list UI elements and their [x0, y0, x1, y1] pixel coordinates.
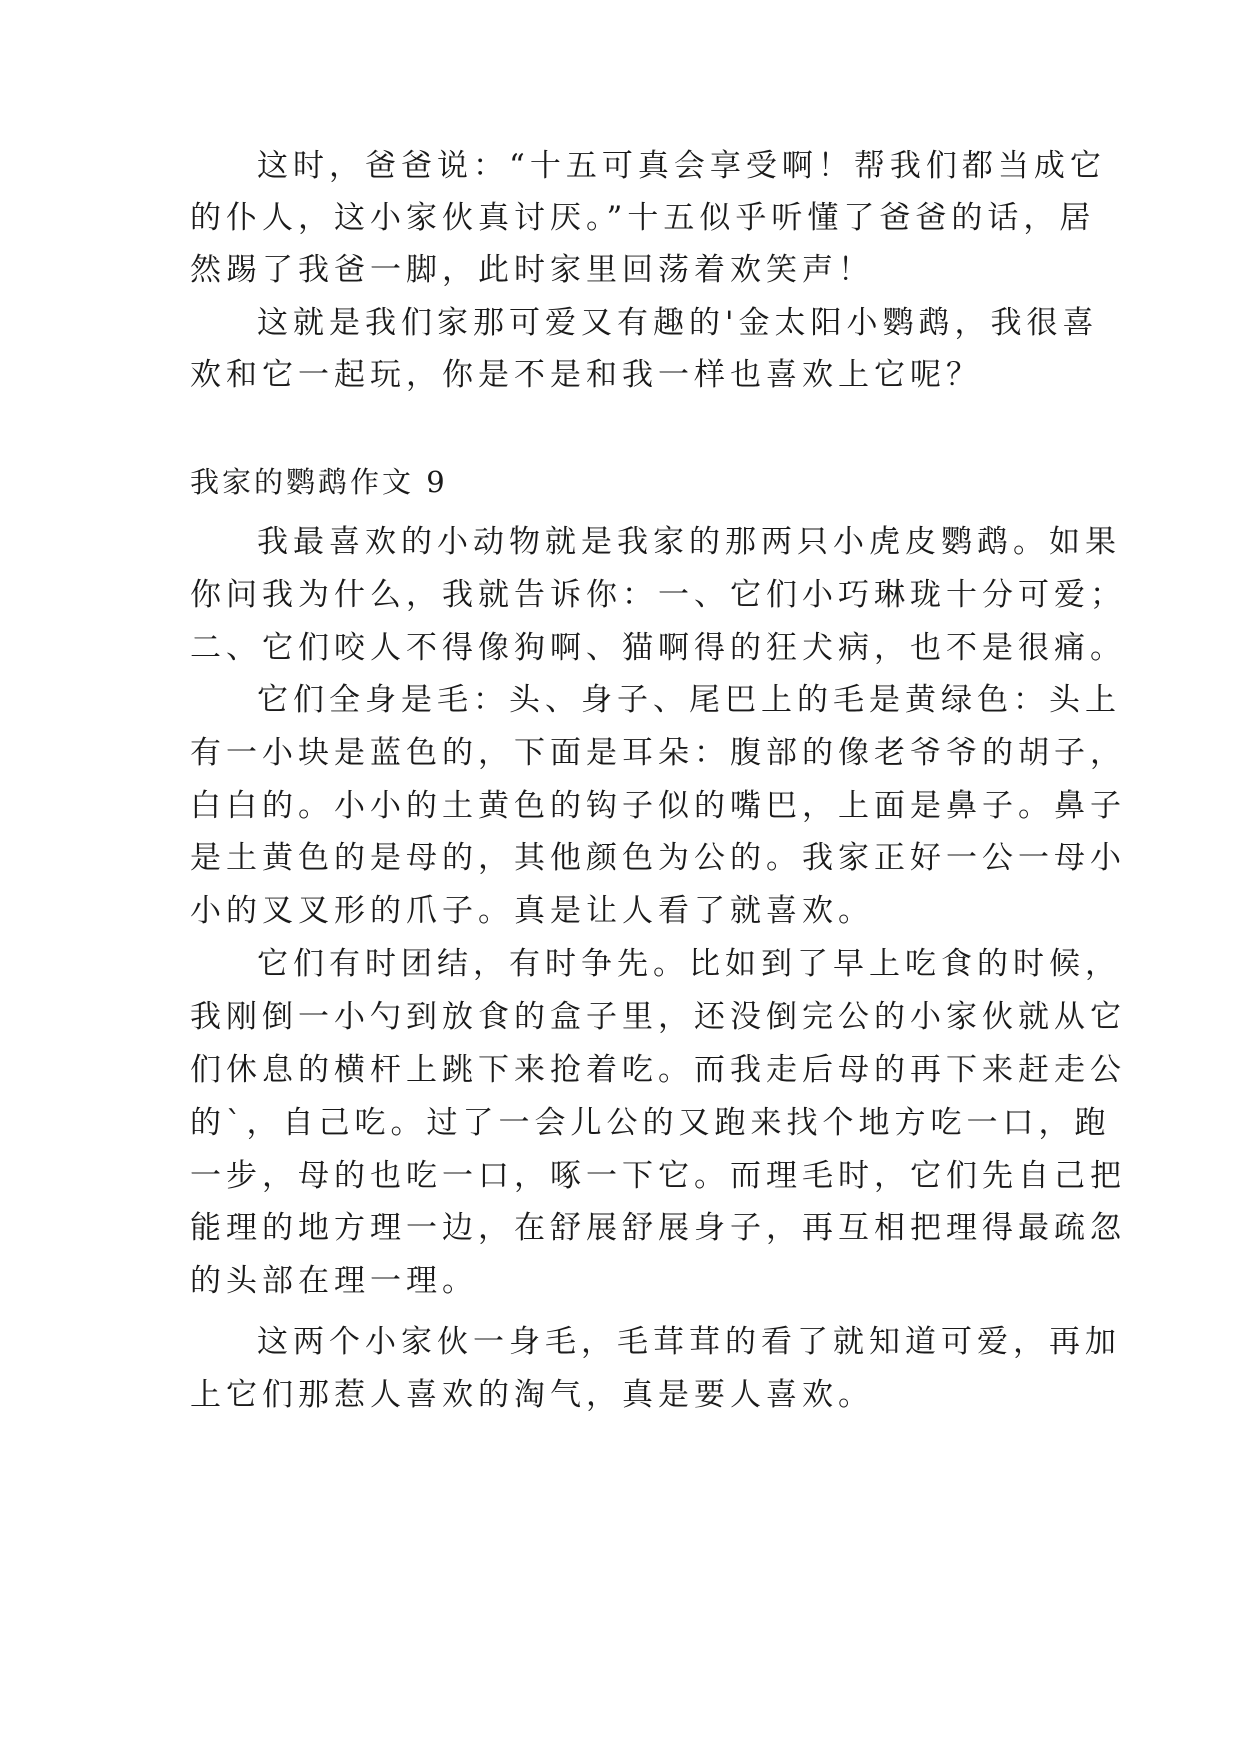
text-line: 这就是我们家那可爱又有趣的'金太阳小鹦鹉，我很喜 — [257, 305, 1099, 341]
text-line: 的`，自己吃。过了一会儿公的又跑来找个地方吃一口，跑 — [190, 1105, 1111, 1141]
text-line: 二、它们咬人不得像狗啊、猫啊得的狂犬病，也不是很痛。 — [190, 630, 1126, 666]
text-line: 你问我为什么，我就告诉你：一、它们小巧琳珑十分可爱； — [190, 577, 1126, 613]
text-line: 欢和它一起玩，你是不是和我一样也喜欢上它呢？ — [190, 357, 982, 393]
text-line: 一步，母的也吃一口，啄一下它。而理毛时，它们先自己把 — [190, 1158, 1126, 1194]
text-line: 是土黄色的是母的，其他颜色为公的。我家正好一公一母小 — [190, 840, 1126, 876]
text-line: 上它们那惹人喜欢的淘气，真是要人喜欢。 — [190, 1377, 874, 1413]
text-line: 能理的地方理一边，在舒展舒展身子，再互相把理得最疏忽 — [190, 1210, 1126, 1246]
text-line: 白白的。小小的土黄色的钩子似的嘴巴，上面是鼻子。鼻子 — [190, 788, 1126, 824]
text-line: 有一小块是蓝色的，下面是耳朵：腹部的像老爷爷的胡子， — [190, 735, 1126, 771]
text-line: 然踢了我爸一脚，此时家里回荡着欢笑声！ — [190, 252, 874, 288]
text-line: 的仆人，这小家伙真讨厌。”十五似乎听懂了爸爸的话，居 — [190, 200, 1096, 236]
text-line: 这时，爸爸说：“十五可真会享受啊！帮我们都当成它 — [257, 148, 1106, 184]
text-line: 小的叉叉形的爪子。真是让人看了就喜欢。 — [190, 893, 874, 929]
text-line: 们休息的横杆上跳下来抢着吃。而我走后母的再下来赶走公 — [190, 1052, 1126, 1088]
text-line: 它们全身是毛：头、身子、尾巴上的毛是黄绿色：头上 — [257, 682, 1121, 718]
text-line: 这两个小家伙一身毛，毛茸茸的看了就知道可爱，再加 — [257, 1324, 1121, 1360]
text-line: 我刚倒一小勺到放食的盒子里，还没倒完公的小家伙就从它 — [190, 999, 1126, 1035]
text-line: 的头部在理一理。 — [190, 1263, 478, 1299]
essay-title: 我家的鹦鹉作文 9 — [190, 465, 448, 499]
text-line: 我最喜欢的小动物就是我家的那两只小虎皮鹦鹉。如果 — [257, 524, 1121, 560]
text-line: 它们有时团结，有时争先。比如到了早上吃食的时候， — [257, 946, 1121, 982]
